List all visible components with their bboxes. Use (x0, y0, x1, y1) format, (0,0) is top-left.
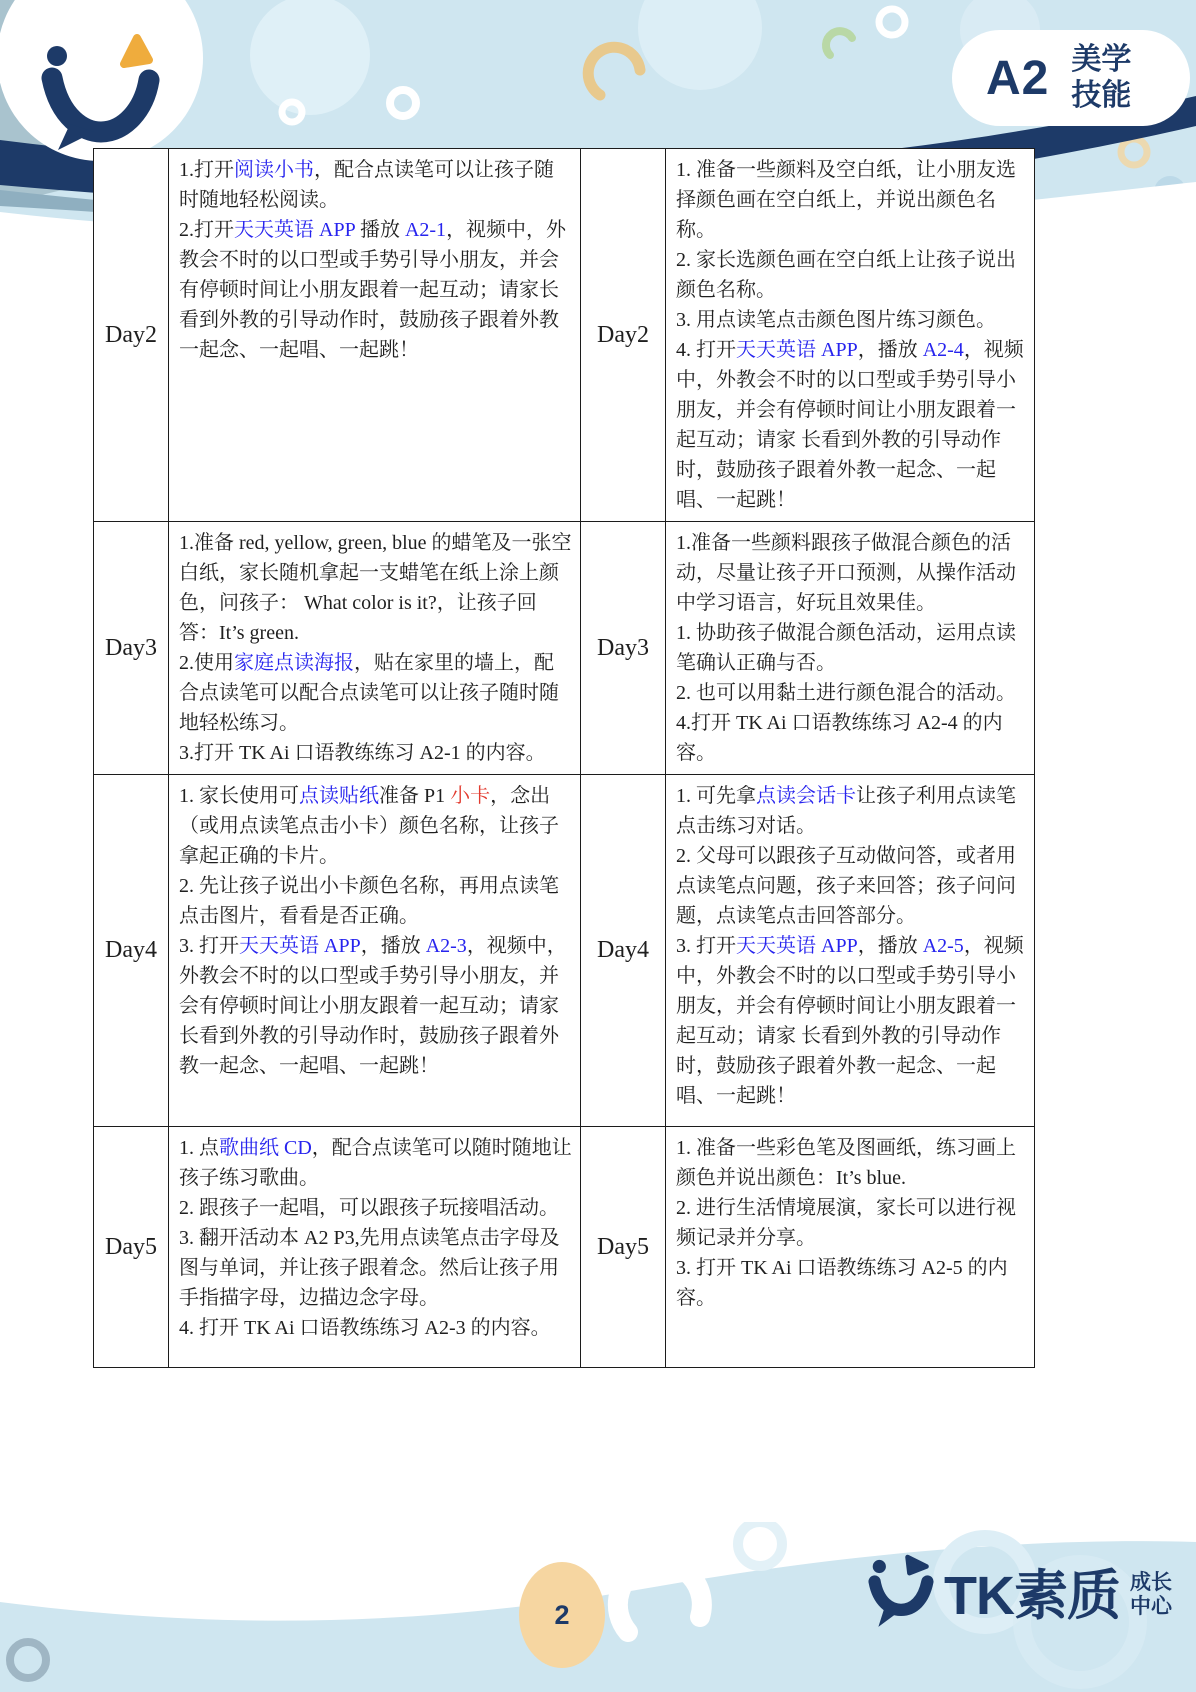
text-segment: 3.打开 TK Ai 口语教练练习 A2-1 的内容。 (179, 742, 546, 764)
highlighted-text: 点读贴纸 (299, 785, 379, 807)
highlighted-text: 天天英语 APP (234, 219, 355, 241)
text-segment: 2.使用 (179, 652, 234, 674)
text-segment: 4. 打开 TK Ai 口语教练练习 A2-3 的内容。 (179, 1317, 551, 1339)
activity-paragraph (676, 841, 1026, 931)
text-segment: 1. 家长使用可 (179, 785, 299, 807)
activity-cell (169, 522, 581, 775)
day-label-cell: Day5 (581, 1127, 666, 1368)
text-segment: 播放 (354, 219, 405, 241)
highlighted-text: 点读会话卡 (756, 785, 856, 807)
table-row (94, 522, 1035, 775)
activity-paragraph (676, 1193, 1026, 1253)
brand-subtitle-line1: 成长 (1129, 1571, 1172, 1595)
activity-paragraph (676, 618, 1026, 678)
highlighted-text: 天天英语 APP (239, 935, 361, 957)
text-segment: ，贴在家里的墙上，配合点读笔可以配合点读笔可以让孩子随时随地轻松练习。 (179, 652, 559, 734)
text-segment: 3. 打开 (179, 935, 239, 957)
activity-paragraph (676, 155, 1026, 245)
highlighted-text: 家庭点读海报 (234, 652, 354, 674)
text-segment: 1.准备 red, yellow, green, blue 的蜡笔及一张空白纸，家长随机拿起一支蜡笔在纸上涂上颜色，问孩子： What color is it?，让孩子回答：It’s green. (179, 532, 572, 644)
day-label-cell: Day5 (94, 1127, 169, 1368)
activity-paragraph (676, 678, 1026, 708)
badge-level: A2 (986, 51, 1050, 105)
highlighted-text: 阅读小书 (234, 159, 314, 181)
level-badge (952, 30, 1190, 126)
highlighted-text: A2-4 (922, 339, 964, 361)
activity-paragraph (179, 871, 572, 931)
text-segment: ，念出（或用点读笔点击小卡）颜色名称，让孩子拿起正确的卡片。 (179, 785, 559, 867)
brand-name: TK素质 (944, 1565, 1120, 1626)
schedule-table-body (94, 149, 1035, 1368)
day-label-cell: Day2 (581, 149, 666, 522)
schedule-table (93, 148, 1035, 1368)
highlighted-text: A2-1 (404, 219, 447, 241)
page-number: 2 (554, 1599, 570, 1630)
text-segment: 2. 跟孩子一起唱，可以跟孩子玩接唱活动。 (179, 1197, 559, 1219)
badge-title-line2: 技能 (1071, 79, 1132, 112)
text-segment: 1. 准备一些颜料及空白纸，让小朋友选择颜色画在空白纸上，并说出颜色名称。 (676, 159, 1016, 241)
highlighted-text: 天天英语 APP (736, 339, 858, 361)
text-segment: 1.准备一些颜料跟孩子做混合颜色的活动，尽量让孩子开口预测，从操作活动中学习语言，好玩且效果佳。 (676, 532, 1016, 614)
decor-ring (738, 1522, 782, 1566)
decor-circle (250, 0, 370, 115)
highlighted-text: A2-5 (922, 935, 964, 957)
activity-paragraph (676, 245, 1026, 305)
activity-paragraph (179, 931, 572, 1081)
highlighted-text: A2-3 (425, 935, 467, 957)
text-segment: 4. 打开 (676, 339, 736, 361)
activity-paragraph (179, 781, 572, 871)
text-segment: 3. 打开 (676, 935, 736, 957)
text-segment: 3. 用点读笔点击颜色图片练习颜色。 (676, 309, 996, 331)
text-segment: ，配合点读笔可以让孩子随时随地轻松阅读。 (179, 159, 554, 211)
activity-paragraph (179, 155, 572, 215)
text-segment: 3. 打开 TK Ai 口语教练练习 A2-5 的内容。 (676, 1257, 1008, 1309)
activity-paragraph (676, 1133, 1026, 1193)
text-segment: 4.打开 TK Ai 口语教练练习 A2-4 的内容。 (676, 712, 1003, 764)
activity-cell (666, 522, 1035, 775)
activity-cell (169, 1127, 581, 1368)
text-segment: 2. 家长选颜色画在空白纸上让孩子说出颜色名称。 (676, 249, 1016, 301)
text-segment: ，视频中，外教会不时的以口型或手势引导小朋友，并会有停顿时间让小朋友跟着一起互动；请家长看到外教的引导动作时，鼓励孩子跟着外教一起念、一起唱、一起跳！ (179, 935, 567, 1077)
activity-paragraph (676, 305, 1026, 335)
text-segment: 2. 进行生活情境展演，家长可以进行视频记录并分享。 (676, 1197, 1016, 1249)
tk-brand-smiley-icon (868, 1551, 934, 1631)
activity-paragraph (179, 1133, 572, 1193)
text-segment: 2. 先让孩子说出小卡颜色名称，再用点读笔点击图片，看看是否正确。 (179, 875, 559, 927)
text-segment: 2. 父母可以跟孩子互动做问答，或者用点读笔点问题，孩子来回答；孩子问问题，点读笔点击回答部分。 (676, 845, 1016, 927)
activity-paragraph (676, 1253, 1026, 1313)
activity-paragraph (676, 781, 1026, 841)
text-segment: 1. 点 (179, 1137, 219, 1159)
activity-paragraph (179, 528, 572, 648)
text-segment: 让孩子利用点读笔点击练习对话。 (676, 785, 1016, 837)
text-segment: 3. 翻开活动本 A2 P3,先用点读笔点击字母及图与单词，并让孩子跟着念。然后让孩子用手指描字母，边描边念字母。 (179, 1227, 560, 1309)
text-segment: 1. 可先拿 (676, 785, 756, 807)
text-segment: ，播放 (857, 339, 923, 361)
text-segment: 准备 P1 (379, 785, 451, 807)
text-segment: 2.打开 (179, 219, 234, 241)
text-segment: 1.打开 (179, 159, 234, 181)
activity-cell (666, 1127, 1035, 1368)
badge-title (1071, 42, 1131, 114)
text-segment: ，配合点读笔可以随时随地让孩子练习歌曲。 (179, 1137, 572, 1189)
text-segment: ，视频中，外教会不时的以口型或手势引导小朋友，并会有停顿时间让小朋友跟着一起互动；请家长看到外教的引导动作时，鼓励孩子跟着外教一起念、一起唱、一起跳！ (179, 219, 567, 361)
activity-cell (666, 149, 1035, 522)
text-segment: 2. 也可以用黏土进行颜色混合的活动。 (676, 682, 1016, 704)
page-number-badge (519, 1562, 605, 1668)
activity-paragraph (676, 931, 1026, 1111)
activity-paragraph (179, 1193, 572, 1223)
day-label-cell: Day4 (94, 775, 169, 1127)
badge-title-line1: 美学 (1071, 43, 1132, 76)
text-segment: 1. 协助孩子做混合颜色活动，运用点读笔确认正确与否。 (676, 622, 1016, 674)
activity-cell (169, 775, 581, 1127)
activity-paragraph (179, 215, 572, 365)
brand-subtitle-line2: 中心 (1129, 1595, 1172, 1618)
highlighted-text: 天天英语 APP (736, 935, 858, 957)
text-segment: 1. 准备一些彩色笔及图画纸，练习画上颜色并说出颜色：It’s blue. (676, 1137, 1016, 1189)
text-segment: ，播放 (857, 935, 923, 957)
text-segment: ，播放 (360, 935, 426, 957)
activity-paragraph (179, 1223, 572, 1313)
activity-paragraph (179, 738, 572, 768)
highlighted-text: 歌曲纸 CD (219, 1137, 312, 1159)
highlighted-text: 小卡 (450, 785, 491, 807)
day-label-cell: Day2 (94, 149, 169, 522)
table-row (94, 775, 1035, 1127)
day-label-cell: Day3 (581, 522, 666, 775)
brand-subtitle (1130, 1571, 1172, 1618)
activity-paragraph (676, 528, 1026, 618)
activity-paragraph (179, 1313, 572, 1343)
activity-cell (666, 775, 1035, 1127)
footer-brand (868, 1545, 1172, 1637)
table-row (94, 1127, 1035, 1368)
text-segment: ，视频中，外教会不时的以口型或手势引导小朋友，并会有停顿时间让小朋友跟着一起互动；请家 长看到外教的引导动作时，鼓励孩子跟着外教一起念、一起唱、一起跳！ (676, 935, 1024, 1107)
table-row (94, 149, 1035, 522)
day-label-cell: Day4 (581, 775, 666, 1127)
day-label-cell: Day3 (94, 522, 169, 775)
text-segment: ，视频中，外教会不时的以口型或手势引导小朋友，并会有停顿时间让小朋友跟着一起互动；请家 长看到外教的引导动作时，鼓励孩子跟着外教一起念、一起唱、一起跳！ (676, 339, 1024, 511)
activity-paragraph (179, 648, 572, 738)
activity-paragraph (676, 335, 1026, 515)
activity-cell (169, 149, 581, 522)
activity-paragraph (676, 708, 1026, 768)
